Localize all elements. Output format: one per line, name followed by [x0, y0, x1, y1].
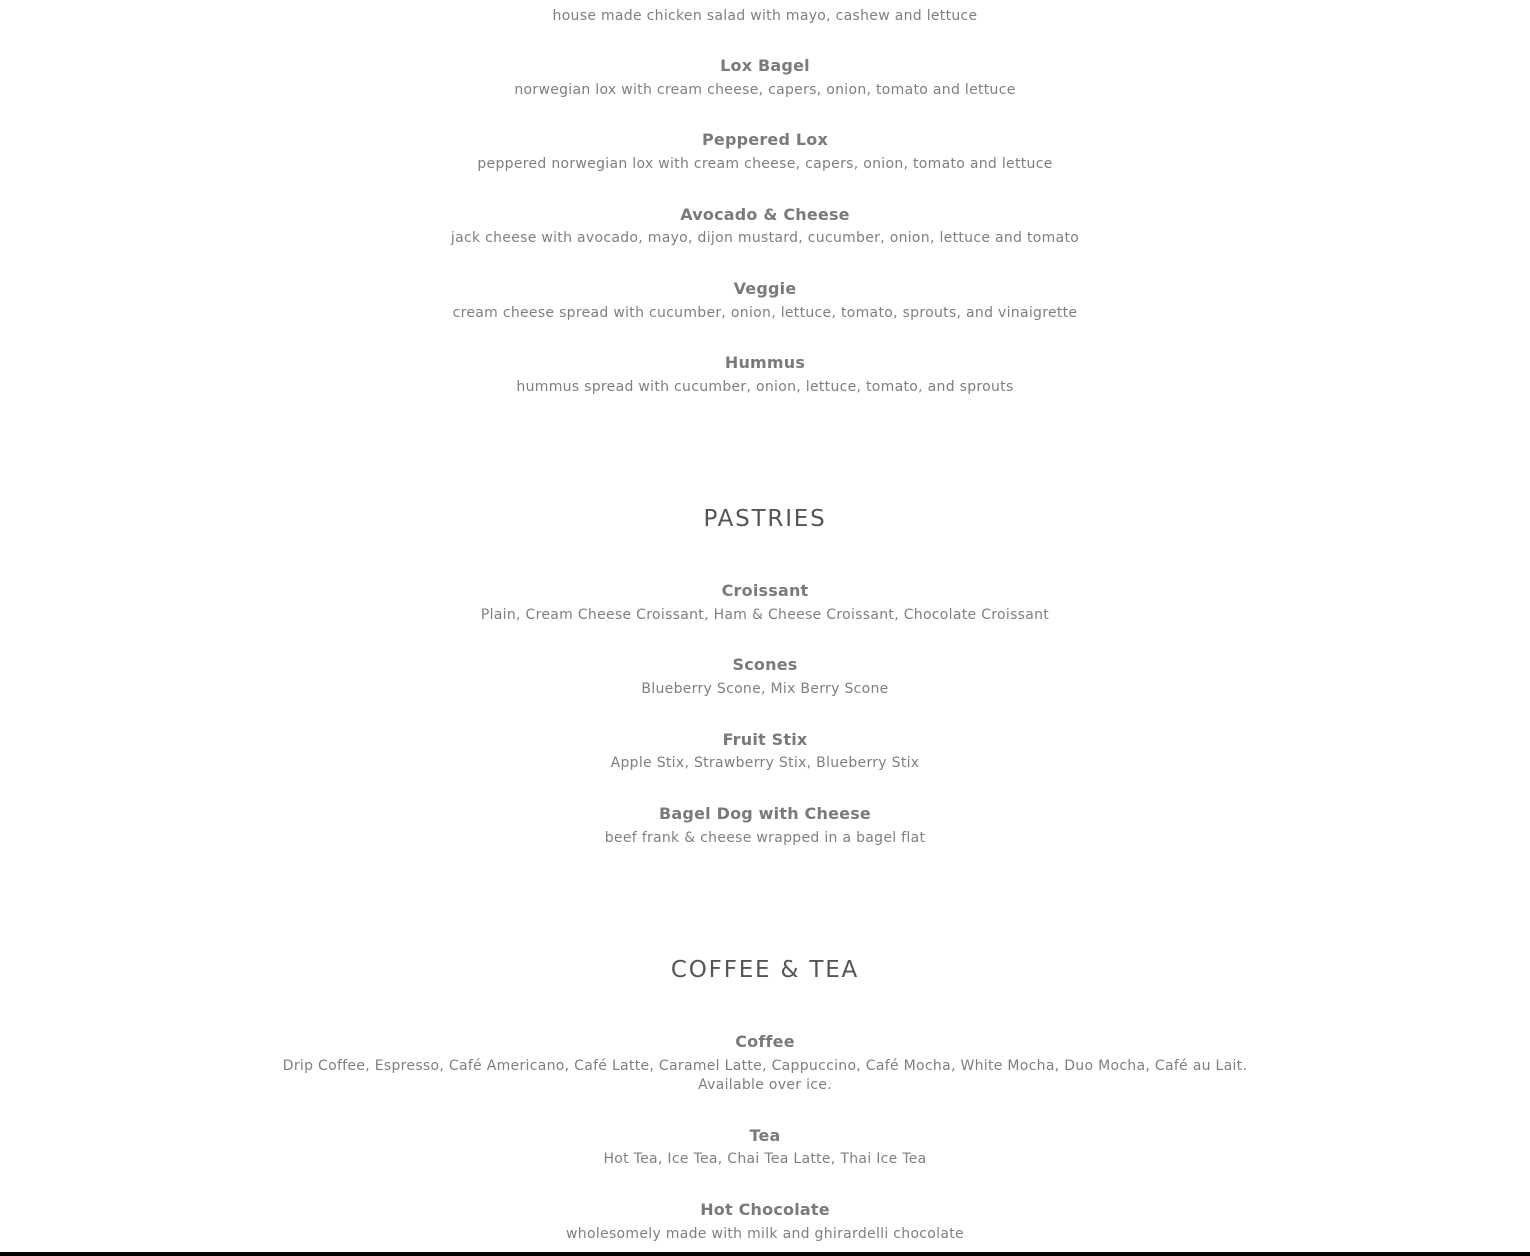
menu-item-name: Bagel Dog with Cheese [659, 804, 871, 823]
menu-item-description: Blueberry Scone, Mix Berry Scone [641, 681, 889, 697]
menu-item-name: Lox Bagel [720, 56, 810, 75]
section-title-coffee-tea: COFFEE & TEA [670, 957, 860, 983]
menu-item-description: Plain, Cream Cheese Croissant, Ham & Cheese Croissant, Chocolate Croissant [480, 607, 1050, 623]
menu-item-description: beef frank & cheese wrapped in a bagel flat [604, 830, 926, 846]
menu-item-description: peppered norwegian lox with cream cheese, capers, onion, tomato and lettuce [477, 156, 1053, 172]
menu-item-description-line2: Available over ice. [698, 1077, 832, 1093]
menu-item-name: Hot Chocolate [700, 1200, 830, 1219]
menu-item-name: Avocado & Cheese [680, 205, 850, 224]
menu-item-name: Hummus [724, 353, 806, 372]
menu-item-name: Coffee [735, 1032, 795, 1051]
menu-item-description: hummus spread with cucumber, onion, lettuce, tomato, and sprouts [516, 379, 1014, 395]
menu-item-name: Fruit Stix [722, 730, 808, 749]
menu-item-description: cream cheese spread with cucumber, onion, lettuce, tomato, sprouts, and vinaigrette [452, 305, 1078, 321]
chicken-salad-description: house made chicken salad with mayo, cashew and lettuce [552, 8, 978, 24]
menu-item-description: norwegian lox with cream cheese, capers, onion, tomato and lettuce [514, 82, 1016, 98]
menu-item-name: Veggie [733, 279, 797, 298]
menu-item-description: Drip Coffee, Espresso, Café Americano, Café Latte, Caramel Latte, Cappuccino, Café Mocha, White Mocha, Duo Mocha, Café au Lait. [282, 1058, 1248, 1074]
menu-item-description: Hot Tea, Ice Tea, Chai Tea Latte, Thai Ice Tea [603, 1151, 927, 1167]
menu-item-description: jack cheese with avocado, mayo, dijon mustard, cucumber, onion, lettuce and tomato [450, 230, 1080, 246]
menu-item-name: Tea [749, 1126, 781, 1145]
section-title-pastries: PASTRIES [703, 506, 827, 532]
menu-column [255, 0, 1275, 1252]
menu-item-name: Peppered Lox [701, 130, 828, 149]
menu-item-description: wholesomely made with milk and ghirardelli chocolate [566, 1226, 964, 1242]
menu-item-name: Croissant [721, 581, 809, 600]
bottom-edge-bar [0, 1252, 1530, 1256]
menu-item-name: Scones [732, 655, 798, 674]
menu-item-description: Apple Stix, Strawberry Stix, Blueberry Stix [610, 755, 920, 771]
